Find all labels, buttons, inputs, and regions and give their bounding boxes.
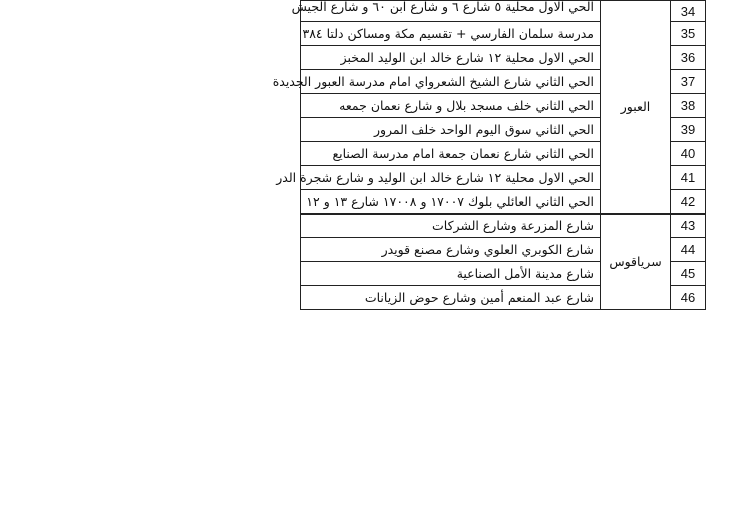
row-number: 43 <box>671 214 706 238</box>
row-number: 38 <box>671 94 706 118</box>
row-number: 42 <box>671 190 706 214</box>
address-cell: الحي الثاني العائلي بلوك ١٧٠٠٧ و ١٧٠٠٨ شارع ١٣ و ١٢ <box>301 190 601 214</box>
address-cell: الحي الاول محلية ١٢ شارع خالد ابن الوليد و شارع شجرة الدر <box>301 166 601 190</box>
address-cell: الحي الاول محلية ١٢ شارع خالد ابن الوليد المخبز <box>301 46 601 70</box>
address-cell: الحي الثاني شارع نعمان جمعة امام مدرسة الصنايع <box>301 142 601 166</box>
row-number: 45 <box>671 262 706 286</box>
area-cell-siriakous: سرياقوس <box>601 214 671 310</box>
row-number: 37 <box>671 70 706 94</box>
row-number: 46 <box>671 286 706 310</box>
address-cell: شارع الكوبري العلوي وشارع مصنع قويدر <box>301 238 601 262</box>
row-number: 34 <box>671 1 706 22</box>
address-cell: الحي الثاني سوق اليوم الواحد خلف المرور <box>301 118 601 142</box>
row-number: 40 <box>671 142 706 166</box>
locations-table <box>272 0 706 310</box>
area-cell-obour: العبور <box>601 1 671 214</box>
address-cell: الحي الاول محلية ٥ شارع ٦ و شارع ابن ٦٠ و شارع الجيش <box>301 1 601 22</box>
address-cell: الحي الثاني شارع الشيخ الشعرواي امام مدرسة العبور الجديدة <box>301 70 601 94</box>
row-number: 44 <box>671 238 706 262</box>
address-cell: مدرسة سلمان الفارسي + تقسيم مكة ومساكن دلتا ٣٨٤ <box>301 22 601 46</box>
table-row <box>301 1 706 22</box>
address-cell: شارع مدينة الأمل الصناعية <box>301 262 601 286</box>
row-number: 39 <box>671 118 706 142</box>
row-number: 41 <box>671 166 706 190</box>
address-cell: شارع المزرعة وشارع الشركات <box>301 214 601 238</box>
row-number: 35 <box>671 22 706 46</box>
address-cell: الحي الثاني خلف مسجد بلال و شارع نعمان جمعه <box>301 94 601 118</box>
row-number: 36 <box>671 46 706 70</box>
address-cell: شارع عبد المنعم أمين وشارع حوض الزيانات <box>301 286 601 310</box>
table-row <box>301 214 706 238</box>
